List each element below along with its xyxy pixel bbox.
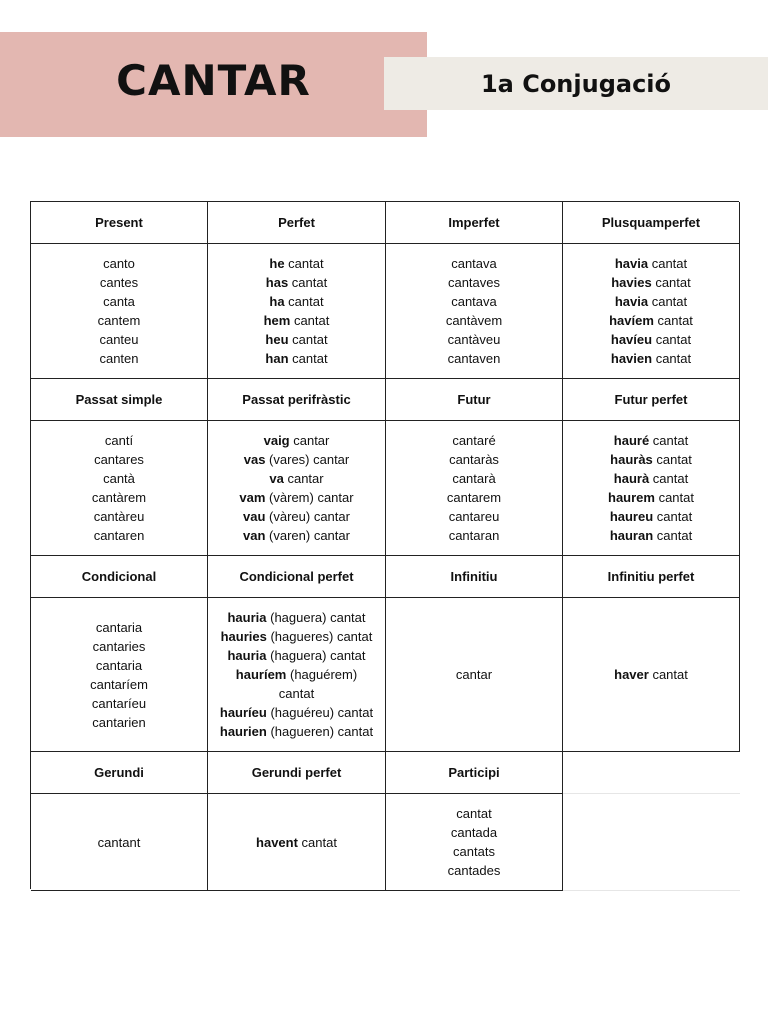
conjugation-table — [30, 201, 739, 889]
conjugation-form: cantava — [451, 256, 497, 271]
auxiliary-verb: hauran — [609, 528, 654, 543]
conjugation-form: cantaria — [95, 657, 143, 673]
auxiliary-verb: hauria — [227, 648, 267, 663]
conjugation-form — [243, 507, 350, 526]
empty-cell — [563, 794, 740, 891]
auxiliary-verb: hauríem — [235, 667, 287, 682]
conjugation-form — [611, 349, 691, 368]
conjugation-form — [221, 627, 373, 646]
cell-futur — [386, 421, 563, 556]
auxiliary-verb: havíem — [609, 313, 654, 328]
participle-text: cantat — [288, 351, 328, 366]
conjugation-form — [614, 665, 688, 684]
conjugation-form — [615, 292, 687, 311]
conjugation-form: cantàvem — [445, 313, 503, 328]
cell-gerundi: cantant — [31, 794, 208, 891]
conjugation-form: cantarà — [452, 471, 496, 486]
cell-gerundi-perfet — [208, 794, 386, 891]
conjugation-form — [220, 722, 373, 741]
participle-text: (haguéreu) cantat — [266, 705, 374, 720]
auxiliary-verb: havies — [611, 275, 652, 290]
participle-text: (vares) cantar — [265, 452, 350, 467]
conjugation-form: canto — [103, 256, 135, 271]
cell-futur-perfet — [563, 421, 740, 556]
header-infinitiu-perfet: Infinitiu perfet — [563, 556, 740, 598]
participle-text: cantat — [288, 332, 328, 347]
conjugation-form — [610, 526, 692, 545]
conjugation-form: canten — [99, 351, 139, 366]
participle-text: cantat — [648, 256, 688, 271]
conjugation-form: cantàveu — [447, 332, 501, 347]
header-condicional-perfet: Condicional perfet — [208, 556, 386, 598]
auxiliary-verb: vam — [239, 490, 266, 505]
header-gerundi-perfet: Gerundi perfet — [208, 752, 386, 794]
participle-text: cantat — [652, 332, 692, 347]
participle-text: cantat — [284, 256, 324, 271]
header-imperfet: Imperfet — [386, 202, 563, 244]
conjugation-form: cantat — [456, 806, 492, 821]
participle-text: cantat — [649, 433, 689, 448]
participle-text: (haguera) cantat — [266, 648, 366, 663]
cell-plusquamperfet — [563, 244, 740, 379]
conjugation-form: cantades — [447, 863, 501, 878]
auxiliary-verb: han — [265, 351, 289, 366]
participle-text: cantat — [649, 471, 689, 486]
conjugation-form: cantem — [97, 313, 141, 328]
conjugation-form: cantí — [104, 433, 134, 448]
cell-infinitiu-perfet — [563, 598, 740, 752]
participle-text: cantat — [654, 490, 694, 505]
header-passat-simple: Passat simple — [31, 379, 208, 421]
auxiliary-verb: havíeu — [610, 332, 653, 347]
conjugation-form — [244, 450, 350, 469]
auxiliary-verb: he — [269, 256, 285, 271]
auxiliary-verb: has — [265, 275, 289, 290]
conjugation-form: cantaves — [447, 275, 501, 290]
conjugation-form: cantada — [450, 825, 498, 840]
conjugation-form: cantaven — [447, 351, 501, 366]
conjugation-form: cantà — [103, 471, 135, 486]
conjugation-form — [609, 311, 693, 330]
cell-condicional-perfet — [208, 598, 386, 752]
conjugation-form: cantaren — [93, 528, 145, 543]
auxiliary-verb: havia — [614, 256, 649, 271]
page-title: CANTAR — [116, 55, 311, 105]
conjugation-form — [614, 469, 688, 488]
conjugation-form: cantareu — [448, 509, 500, 524]
conjugation-form — [269, 254, 323, 273]
conjugation-form — [227, 608, 365, 627]
conjugation-form — [611, 273, 691, 292]
participle-text: cantat — [652, 351, 692, 366]
conjugation-form: cantava — [451, 294, 497, 309]
conjugation-form: cantaràs — [449, 452, 499, 467]
conjugation-form — [236, 665, 357, 684]
participle-text: cantat — [648, 667, 688, 682]
conjugation-form: cantarien — [92, 714, 146, 730]
header-gerundi: Gerundi — [31, 752, 208, 794]
conjugation-form — [615, 254, 687, 273]
cell-present — [31, 244, 208, 379]
auxiliary-verb: hauríeu — [219, 705, 267, 720]
header-plusquamperfet: Plusquamperfet — [563, 202, 740, 244]
auxiliary-verb: ha — [269, 294, 285, 309]
conjugation-form: canteu — [99, 332, 139, 347]
conjugation-form — [269, 292, 323, 311]
participle-text: cantar — [283, 471, 324, 486]
conjugation-form — [610, 450, 692, 469]
participle-text: cantar — [289, 433, 330, 448]
auxiliary-verb: haurà — [613, 471, 650, 486]
participle-text: cantat — [278, 686, 315, 701]
participle-text: (vàreu) cantar — [265, 509, 350, 524]
conjugation-form — [256, 833, 337, 852]
participle-text: (varen) cantar — [265, 528, 350, 543]
conjugation-form: cantaré — [452, 433, 496, 448]
participle-text: cantat — [653, 509, 693, 524]
conjugation-form: cantarem — [446, 490, 502, 505]
auxiliary-verb: hauries — [220, 629, 267, 644]
conjugation-form — [239, 488, 353, 507]
participle-text: cantat — [297, 834, 337, 850]
auxiliary-verb: vas — [243, 452, 266, 467]
header-participi: Participi — [386, 752, 563, 794]
conjugation-form: cantats — [453, 844, 495, 859]
cell-perfet — [208, 244, 386, 379]
auxiliary-verb: havent — [256, 834, 298, 850]
conjugation-form: cantaran — [448, 528, 500, 543]
auxiliary-verb: hauria — [227, 610, 267, 625]
conjugation-form: cantaríeu — [91, 695, 147, 711]
auxiliary-verb: heu — [265, 332, 289, 347]
conjugation-form — [279, 684, 314, 703]
participle-text: (haguérem) — [286, 667, 358, 682]
participle-text: (vàrem) cantar — [265, 490, 354, 505]
empty-cell — [563, 752, 740, 794]
conjugation-form: cantaries — [92, 638, 146, 654]
auxiliary-verb: hem — [263, 313, 291, 328]
header-present: Present — [31, 202, 208, 244]
conjugation-form — [243, 526, 350, 545]
participle-text: (hagueren) cantat — [266, 724, 374, 739]
cell-participi — [386, 794, 563, 891]
conjugation-form — [269, 469, 323, 488]
conjugation-form — [264, 431, 330, 450]
participle-text: cantat — [290, 313, 330, 328]
conjugation-form — [265, 330, 327, 349]
page-subtitle: 1a Conjugació — [384, 57, 768, 110]
cell-passat-perifrastic — [208, 421, 386, 556]
participle-text: cantat — [651, 275, 691, 290]
header-futur-perfet: Futur perfet — [563, 379, 740, 421]
conjugation-form: cantes — [99, 275, 139, 290]
conjugation-form — [610, 507, 692, 526]
header-passat-perifrastic: Passat perifràstic — [208, 379, 386, 421]
participle-text: cantat — [284, 294, 324, 309]
participle-text: cantat — [652, 452, 692, 467]
cell-passat-simple — [31, 421, 208, 556]
participle-text: (hagueres) cantat — [266, 629, 373, 644]
conjugation-form — [266, 273, 327, 292]
conjugation-form — [264, 311, 330, 330]
auxiliary-verb: havia — [614, 294, 649, 309]
participle-text: cantat — [653, 313, 693, 328]
conjugation-form: cantares — [94, 452, 144, 467]
cell-infinitiu: cantar — [386, 598, 563, 752]
participle-text: cantat — [648, 294, 688, 309]
header-condicional: Condicional — [31, 556, 208, 598]
auxiliary-verb: haureu — [609, 509, 654, 524]
participle-text: cantat — [653, 528, 693, 543]
auxiliary-verb: havien — [610, 351, 653, 366]
auxiliary-verb: haver — [614, 667, 649, 682]
conjugation-form — [611, 330, 691, 349]
auxiliary-verb: vau — [243, 509, 266, 524]
conjugation-form — [220, 703, 373, 722]
conjugation-form — [608, 488, 694, 507]
participle-text: cantat — [288, 275, 328, 290]
auxiliary-verb: haurem — [608, 490, 655, 505]
auxiliary-verb: vaig — [263, 433, 290, 448]
header-futur: Futur — [386, 379, 563, 421]
cell-condicional — [31, 598, 208, 752]
conjugation-form — [614, 431, 688, 450]
cell-imperfet — [386, 244, 563, 379]
auxiliary-verb: haurien — [219, 724, 267, 739]
participle-text: (haguera) cantat — [266, 610, 366, 625]
conjugation-form: cantaríem — [90, 676, 148, 692]
conjugation-form — [227, 646, 365, 665]
auxiliary-verb: va — [269, 471, 284, 486]
conjugation-form: cantàrem — [91, 490, 147, 505]
conjugation-form: cantàreu — [93, 509, 145, 524]
conjugation-form — [265, 349, 327, 368]
auxiliary-verb: hauré — [613, 433, 650, 448]
auxiliary-verb: hauràs — [610, 452, 653, 467]
conjugation-form: cantaria — [95, 619, 143, 635]
auxiliary-verb: van — [243, 528, 266, 543]
header-infinitiu: Infinitiu — [386, 556, 563, 598]
header-perfet: Perfet — [208, 202, 386, 244]
conjugation-form: canta — [103, 294, 135, 309]
